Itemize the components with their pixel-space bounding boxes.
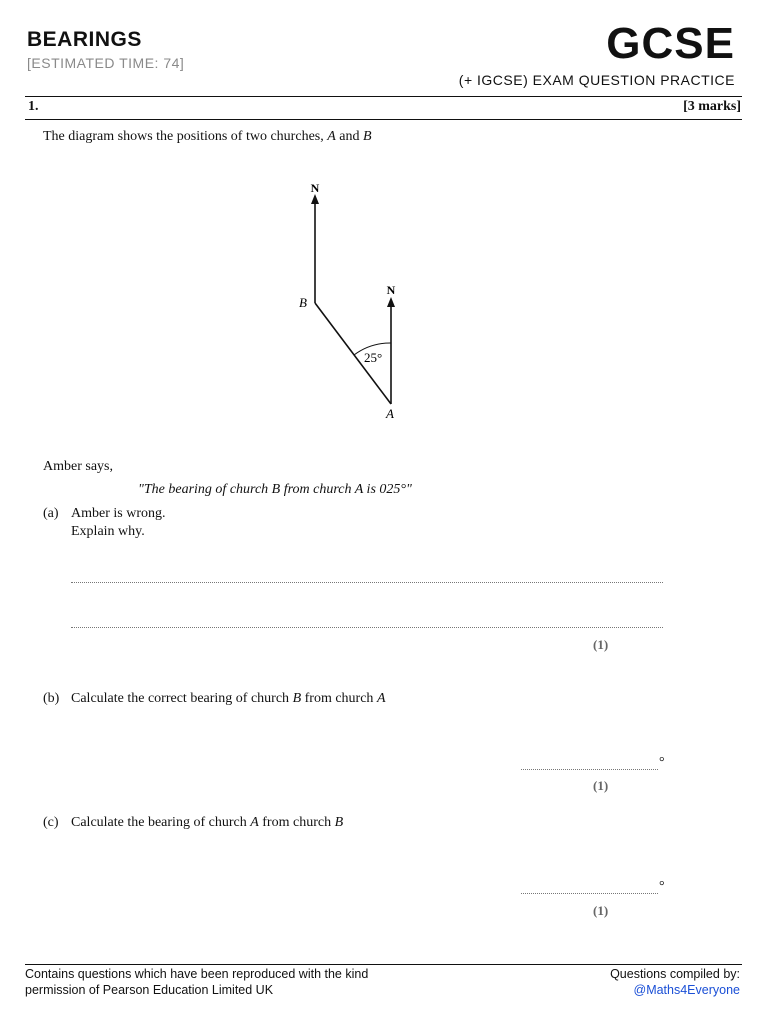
amber-quote: "The bearing of church B from church A is 025°" [138,482,412,497]
part-c-prefix: Calculate the bearing of church [71,815,251,830]
answer-line-b[interactable] [521,769,658,770]
intro-church-b: B [363,129,372,144]
footer-compiled-by: Questions compiled by: [610,967,740,981]
part-c-letter: (c) [43,815,59,830]
point-b-label: B [299,295,307,310]
north-arrow-b-icon [311,194,319,204]
part-a-line1: Amber is wrong. [71,506,166,521]
answer-line-a2[interactable] [71,627,663,628]
answer-line-c[interactable] [521,893,658,894]
point-a-label: A [386,406,394,421]
part-b-prefix: Calculate the correct bearing of church [71,691,293,706]
part-b-mid: from church [301,691,377,706]
part-c-church-a: A [250,815,259,830]
part-b-church-a: A [376,691,386,706]
bearing-diagram [0,0,768,440]
worksheet-title: BEARINGS [27,28,142,51]
footer-credit-line1: Contains questions which have been reproduced with the kind [25,967,369,981]
intro-church-a: A [327,129,336,144]
part-c-mid: from church [258,815,335,830]
part-b-text [71,691,386,707]
part-a-line2: Explain why. [71,524,145,539]
part-c-church-b: B [334,815,344,830]
footer-credit-line2: permission of Pearson Education Limited UK [25,983,274,997]
brand-title: GCSE [606,19,735,68]
part-c-text [71,815,343,831]
estimated-time: [ESTIMATED TIME: 74] [27,55,185,71]
question-number: 1. [28,99,39,114]
answer-line-a1[interactable] [71,582,663,583]
north-label-a: N [386,283,396,297]
north-arrow-a-icon [387,297,395,307]
footer-handle-link[interactable]: @Maths4Everyone [633,983,740,997]
part-a-marks: (1) [593,637,609,652]
brand-subtitle: (+ IGCSE) EXAM QUESTION PRACTICE [458,72,735,88]
part-c-degree: ° [659,879,665,894]
part-b-marks: (1) [593,778,609,793]
angle-label: 25° [364,350,383,365]
question-marks: [3 marks] [683,99,741,114]
intro-text: The diagram shows the positions of two churches, [43,129,328,144]
part-b-church-b: B [292,691,302,706]
part-c-marks: (1) [593,903,609,918]
amber-says: Amber says, [43,459,113,474]
north-label-b: N [310,181,320,195]
part-b-degree: ° [659,755,665,770]
part-b-letter: (b) [43,691,60,706]
intro-and: and [335,129,364,144]
footer-divider [25,964,742,965]
part-a-letter: (a) [43,506,59,521]
